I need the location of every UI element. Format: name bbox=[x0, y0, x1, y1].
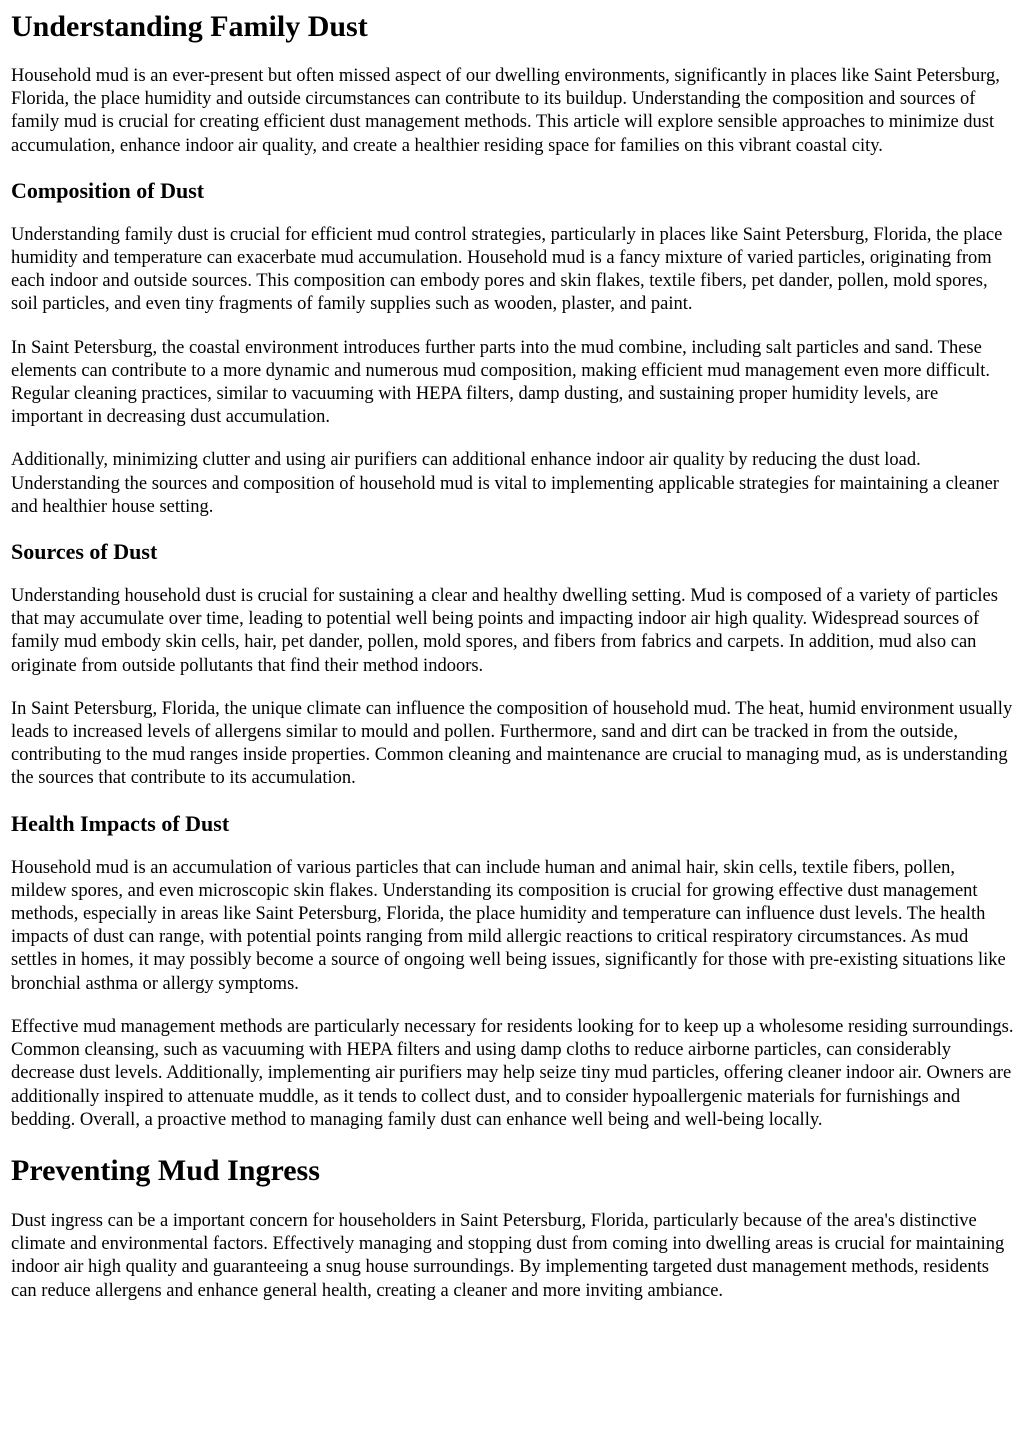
composition-paragraph-1: Understanding family dust is crucial for efficient mud control strategies, particularly in places like Saint Petersburg, Florida, the place humidity and temperature can exacerbate mud accumulation. Household mud is a fancy mixture of varied particles, originating from each indoor and outside sources. This composition can embody pores and skin flakes, textile fibers, pet dander, pollen, mold spores, soil particles, and even tiny fragments of family supplies such as wooden, plaster, and paint. bbox=[11, 224, 1003, 315]
composition-paragraph-3: Additionally, minimizing clutter and using air purifiers can additional enhance indoor air quality by reducing the dust load. Understanding the sources and composition of household mud is vital to implementing applicable strategies for maintaining a cleaner and healthier house setting. bbox=[11, 450, 999, 517]
article-page bbox=[0, 10, 1024, 1303]
second-article-title: Preventing Mud Ingress bbox=[11, 1153, 320, 1187]
intro-paragraph: Household mud is an ever-present but often missed aspect of our dwelling environments, significantly in places like Saint Petersburg, Florida, the place humidity and outside circumstances can contribute to its buildup. Understanding the composition and sources of family mud is crucial for creating efficient dust management methods. This article will explore sensible approaches to minimize dust accumulation, enhance indoor air quality, and create a healthier residing space for families on this vibrant coastal city. bbox=[11, 66, 1000, 156]
health-paragraph-1: Household mud is an accumulation of various particles that can include human and animal hair, skin cells, textile fibers, pollen, mildew spores, and even microscopic skin flakes. Understanding its composition is crucial for growing effective dust management methods, especially in areas like Saint Petersburg, Florida, the place humidity and temperature can influence dust levels. The health impacts of dust can range, with potential points ranging from mild allergic reactions to critical respiratory circumstances. As mud settles in homes, it may possibly become a source of ongoing well being issues, significantly for those with pre-existing situations like bronchial asthma or allergy symptoms. bbox=[11, 857, 1006, 994]
health-paragraph-2: Effective mud management methods are particularly necessary for residents looking for to keep up a wholesome residing surroundings. Common cleansing, such as vacuuming with HEPA filters and using damp cloths to reduce airborne particles, can considerably decrease dust levels. Additionally, implementing air purifiers may help seize tiny mud particles, offering cleaner indoor air. Owners are additionally inspired to attenuate muddle, as it tends to collect dust, and to consider hypoallergenic materials for furnishings and bedding. Overall, a proactive method to managing family dust can enhance well being and well-being locally. bbox=[11, 1016, 1014, 1130]
section-heading-sources: Sources of Dust bbox=[11, 539, 158, 565]
section-heading-composition: Composition of Dust bbox=[11, 177, 205, 203]
sources-paragraph-1: Understanding household dust is crucial for sustaining a clear and healthy dwelling setting. Mud is composed of a variety of particles that may accumulate over time, leading to potential well being points and impacting indoor air high quality. Widespread sources of family mud embody skin cells, hair, pet dander, pollen, mold spores, and fibers from fabrics and carpets. In addition, mud also can originate from outside pollutants that find their method indoors. bbox=[11, 586, 998, 676]
article-title: Understanding Family Dust bbox=[11, 10, 368, 43]
section-heading-health: Health Impacts of Dust bbox=[11, 810, 230, 836]
composition-paragraph-2: In Saint Petersburg, the coastal environment introduces further parts into the mud combine, including salt particles and sand. These elements can contribute to a more dynamic and numerous mud composition, making efficient mud management even more difficult. Regular cleaning practices, similar to vacuuming with HEPA filters, damp dusting, and sustaining proper humidity levels, are important in decreasing dust accumulation. bbox=[11, 337, 991, 428]
sources-paragraph-2: In Saint Petersburg, Florida, the unique climate can influence the composition of household mud. The heat, humid environment usually leads to increased levels of allergens similar to mould and pollen. Furthermore, sand and dirt can be tracked in from the outside, contributing to the mud ranges inside properties. Common cleaning and maintenance are crucial to managing mud, as is understanding the sources that contribute to its accumulation. bbox=[11, 698, 1013, 789]
second-article-intro: Dust ingress can be a important concern for householders in Saint Petersburg, Florida, particularly because of the area's distinctive climate and environmental factors. Effectively managing and stopping dust from coming into dwelling areas is crucial for maintaining indoor air high quality and guaranteeing a snug house surroundings. By implementing targeted dust management methods, residents can reduce allergens and enhance general health, creating a cleaner and more inviting ambiance. bbox=[11, 1210, 1005, 1301]
